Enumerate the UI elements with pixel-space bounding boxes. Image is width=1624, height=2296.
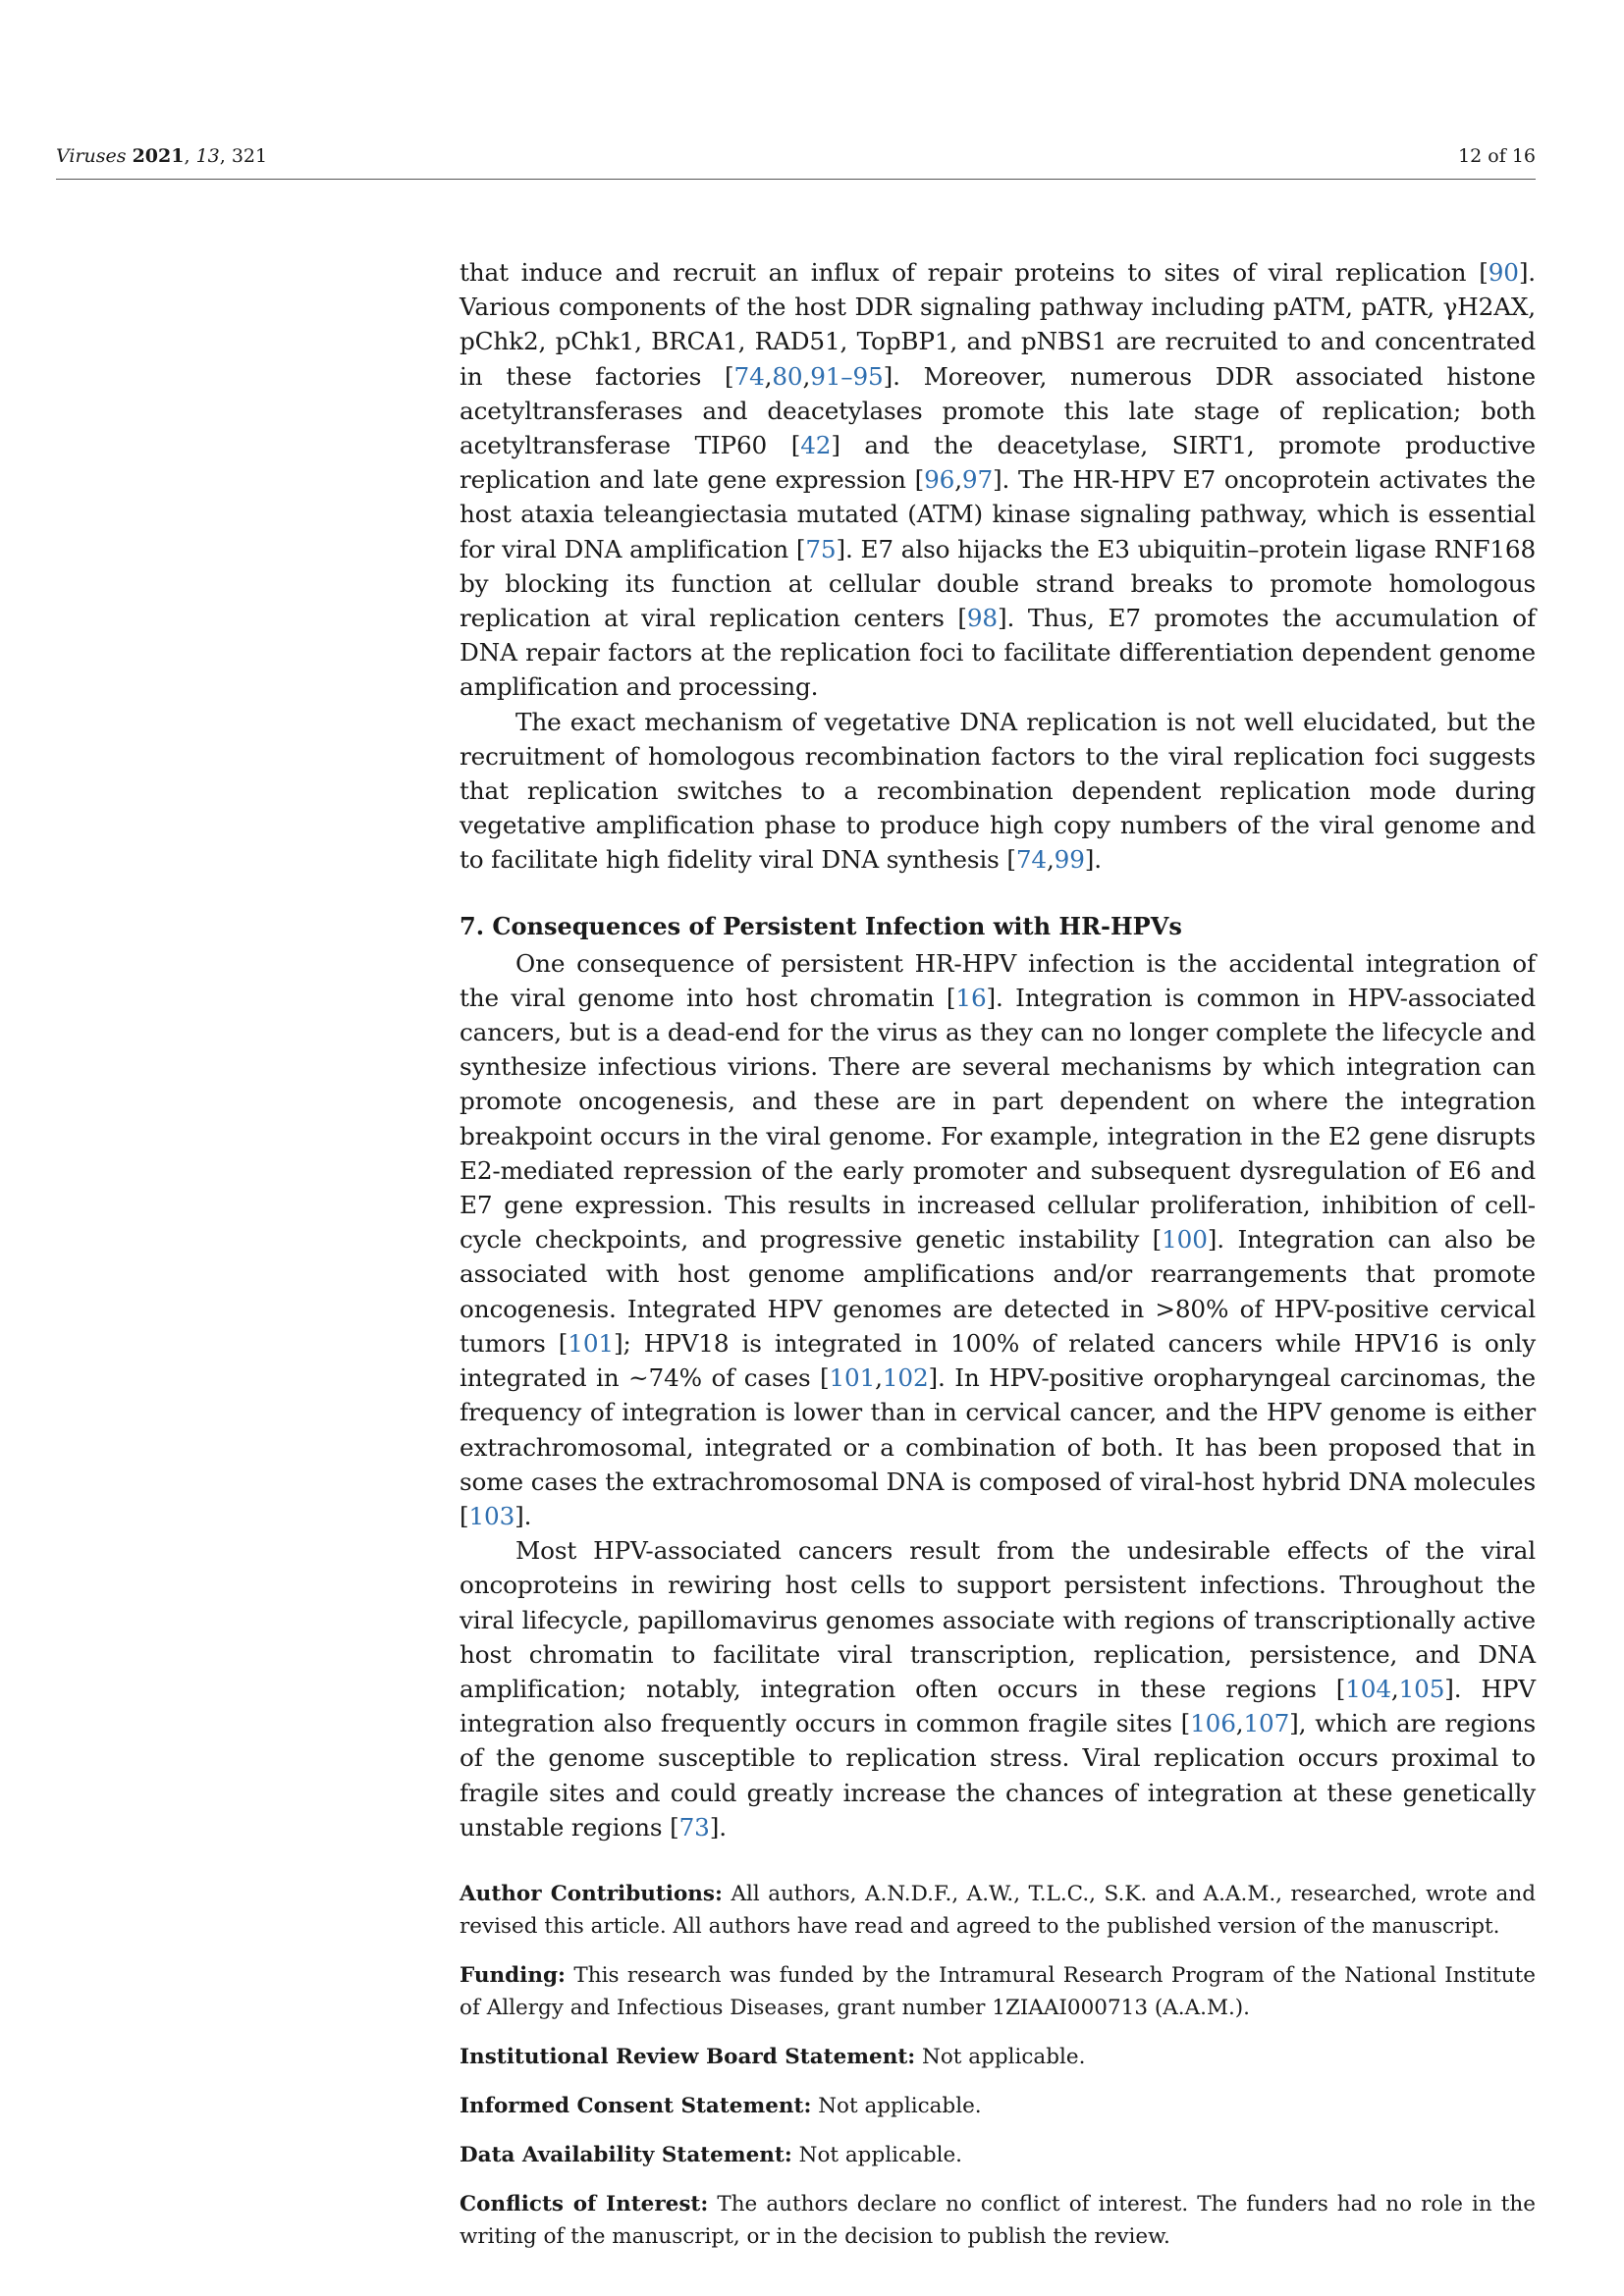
- citation-link[interactable]: 98: [966, 604, 998, 633]
- citation-link[interactable]: 75: [805, 534, 837, 563]
- statement-label: Author Contributions:: [460, 1881, 723, 1906]
- text-run: ]. The HR-HPV E7 oncoprotein activates the host ataxia teleangiectasia mutated (ATM) kinase signaling pathway, which is essential for viral DNA amplification [: [460, 465, 1536, 563]
- citation-link[interactable]: 91–95: [810, 361, 884, 391]
- text-run: ,: [1390, 1674, 1399, 1703]
- statement-label: Informed Consent Statement:: [460, 2093, 812, 2118]
- text-run: ]; HPV18 is integrated in 100% of related cancers while HPV16 is only integrated in ~74% of cases [: [460, 1328, 1537, 1393]
- text-run: ]. HPV integration also frequently occurs in common fragile sites [: [460, 1674, 1536, 1738]
- citation-link[interactable]: 74: [733, 361, 765, 391]
- citation-link[interactable]: 97: [961, 465, 994, 495]
- text-run: ].: [514, 1501, 532, 1530]
- statement-conflicts: [460, 2188, 1536, 2253]
- paragraph-vegetative-replication: [460, 705, 1536, 878]
- statement-label: Conflicts of Interest:: [460, 2191, 709, 2216]
- journal-name: Viruses: [56, 145, 127, 167]
- text-run: ]. E7 also hijacks the E3 ubiquitin–protein ligase RNF168 by blocking its function at cellular double strand breaks to promote homologous replication at viral replication centers [: [460, 534, 1537, 633]
- back-matter: [460, 1878, 1536, 2253]
- citation-link[interactable]: 105: [1398, 1674, 1445, 1703]
- statement-label: Institutional Review Board Statement:: [460, 2044, 916, 2069]
- text-run: ,: [954, 465, 962, 495]
- citation-link[interactable]: 101: [568, 1328, 614, 1358]
- text-run: ,: [875, 1363, 883, 1393]
- journal-citation: Viruses 2021, 13, 321: [56, 145, 268, 167]
- statement-label: Funding:: [460, 1962, 566, 1988]
- citation-link[interactable]: 42: [800, 431, 832, 460]
- running-header: [56, 139, 1536, 180]
- text-run: Most HPV-associated cancers result from the undesirable effects of the viral oncoproteins in rewiring host cells to support persistent infections. Throughout the viral lifecycle, papillomavirus genomes associate with regions of transcriptionally active host chromatin to facilitate viral transcription, replication, persistence, and DNA amplification; notably, integration often occurs in these regions [: [460, 1536, 1536, 1703]
- citation-link[interactable]: 16: [955, 983, 987, 1012]
- paragraph-integration: [460, 946, 1536, 1533]
- text-run: ,: [1046, 845, 1055, 875]
- text-run: ]. Integration is common in HPV-associated cancers, but is a dead-end for the virus as they can no longer complete the lifecycle and synthesize infectious virions. There are several mechanisms by which integration can promote oncogenesis, and these are in part dependent on where the integration breakpoint occurs in the viral genome. For example, integration in the E2 gene disrupts E2-mediated repression of the early promoter and subsequent dysregulation of E6 and E7 gene expression. This results in increased cellular proliferation, inhibition of cell-cycle checkpoints, and progressive genetic instability [: [460, 983, 1536, 1255]
- citation-link[interactable]: 104: [1345, 1674, 1391, 1703]
- text-run: ,: [764, 361, 773, 391]
- article-number: 321: [231, 145, 268, 167]
- statement-label: Data Availability Statement:: [460, 2142, 792, 2167]
- text-run: ]. In HPV-positive oropharyngeal carcinomas, the frequency of integration is lower than in cervical cancer, and the HPV genome is either extrachromosomal, integrated or a combination of both. It has been proposed that in some cases the extrachromosomal DNA is composed of viral-host hybrid DNA molecules [: [460, 1363, 1536, 1530]
- citation-link[interactable]: 100: [1162, 1225, 1208, 1255]
- citation-link[interactable]: 80: [772, 361, 803, 391]
- statement-funding: [460, 1959, 1536, 2024]
- citation-link[interactable]: 90: [1488, 258, 1519, 287]
- statement-text: The authors declare no conflict of interest. The funders had no role in the writing of the manuscript, or in the decision to publish the review.: [460, 2191, 1536, 2249]
- text-run: ,: [1235, 1709, 1244, 1738]
- journal-year: 2021: [132, 145, 185, 167]
- statement-text: This research was funded by the Intramural Research Program of the National Institute of Allergy and Infectious Diseases, grant number 1ZIAAI000713 (A.A.M.).: [460, 1962, 1536, 2020]
- citation-link[interactable]: 103: [468, 1501, 515, 1530]
- text-run: ].: [709, 1812, 727, 1842]
- statement-text: Not applicable.: [791, 2142, 963, 2167]
- text-run: that induce and recruit an influx of repair proteins to sites of viral replication [: [460, 258, 1489, 287]
- text-run: ].: [1084, 845, 1102, 875]
- paragraph-oncoproteins: [460, 1533, 1536, 1844]
- journal-volume: 13: [195, 145, 220, 167]
- citation-link[interactable]: 106: [1190, 1709, 1236, 1738]
- statement-irb: [460, 2041, 1536, 2073]
- citation-link[interactable]: 96: [924, 465, 955, 495]
- citation-link[interactable]: 99: [1054, 845, 1085, 875]
- text-run: ]. Integration can also be associated with host genome amplifications and/or rearrangements that promote oncogenesis. Integrated HPV genomes are detected in >80% of HPV-positive cervical tumors [: [460, 1225, 1536, 1358]
- text-run: ] and the deacetylase, SIRT1, promote productive replication and late gene expression [: [460, 431, 1536, 495]
- text-run: One consequence of persistent HR-HPV infection is the accidental integration of the viral genome into host chromatin [: [460, 948, 1536, 1012]
- text-run: The exact mechanism of vegetative DNA replication is not well elucidated, but the recruitment of homologous recombination factors to the viral replication foci suggests that replication switches to a recombination dependent replication mode during vegetative amplification phase to produce high copy numbers of the viral genome and to facilitate high fidelity viral DNA synthesis [: [460, 707, 1536, 875]
- section-heading: 7. Consequences of Persistent Infection with HR-HPVs: [460, 911, 1182, 940]
- citation-link[interactable]: 101: [829, 1363, 876, 1393]
- citation-link[interactable]: 102: [882, 1363, 929, 1393]
- article-body: [460, 255, 1536, 2269]
- text-run: ]. Thus, E7 promotes the accumulation of DNA repair factors at the replication foci to facilitate differentiation dependent genome amplification and processing.: [460, 604, 1536, 702]
- citation-link[interactable]: 74: [1015, 845, 1047, 875]
- text-run: ]. Moreover, numerous DDR associated histone acetyltransferases and deacetylases promote this late stage of replication; both acetyltransferase TIP60 [: [460, 361, 1536, 460]
- text-run: ], which are regions of the genome susceptible to replication stress. Viral replication occurs proximal to fragile sites and could greatly increase the chances of integration at these genetically unstable regions [: [460, 1709, 1536, 1842]
- paragraph-replication-ddr: [460, 255, 1536, 705]
- statement-text: Not applicable.: [811, 2093, 982, 2118]
- text-run: ]. Various components of the host DDR signaling pathway including pATM, pATR, γH2AX, pChk2, pChk1, BRCA1, RAD51, TopBP1, and pNBS1 are recruited to and concentrated in these factories [: [460, 258, 1536, 391]
- page-number: 12 of 16: [1458, 145, 1536, 167]
- statement-data-availability: [460, 2139, 1536, 2171]
- statement-informed-consent: [460, 2090, 1536, 2122]
- statement-text: All authors, A.N.D.F., A.W., T.L.C., S.K. and A.A.M., researched, wrote and revised this article. All authors have read and agreed to the published version of the manuscript.: [460, 1881, 1536, 1939]
- statement-text: Not applicable.: [915, 2044, 1086, 2069]
- text-run: ,: [802, 361, 811, 391]
- citation-link[interactable]: 73: [678, 1812, 710, 1842]
- statement-author-contributions: [460, 1878, 1536, 1943]
- citation-link[interactable]: 107: [1243, 1709, 1290, 1738]
